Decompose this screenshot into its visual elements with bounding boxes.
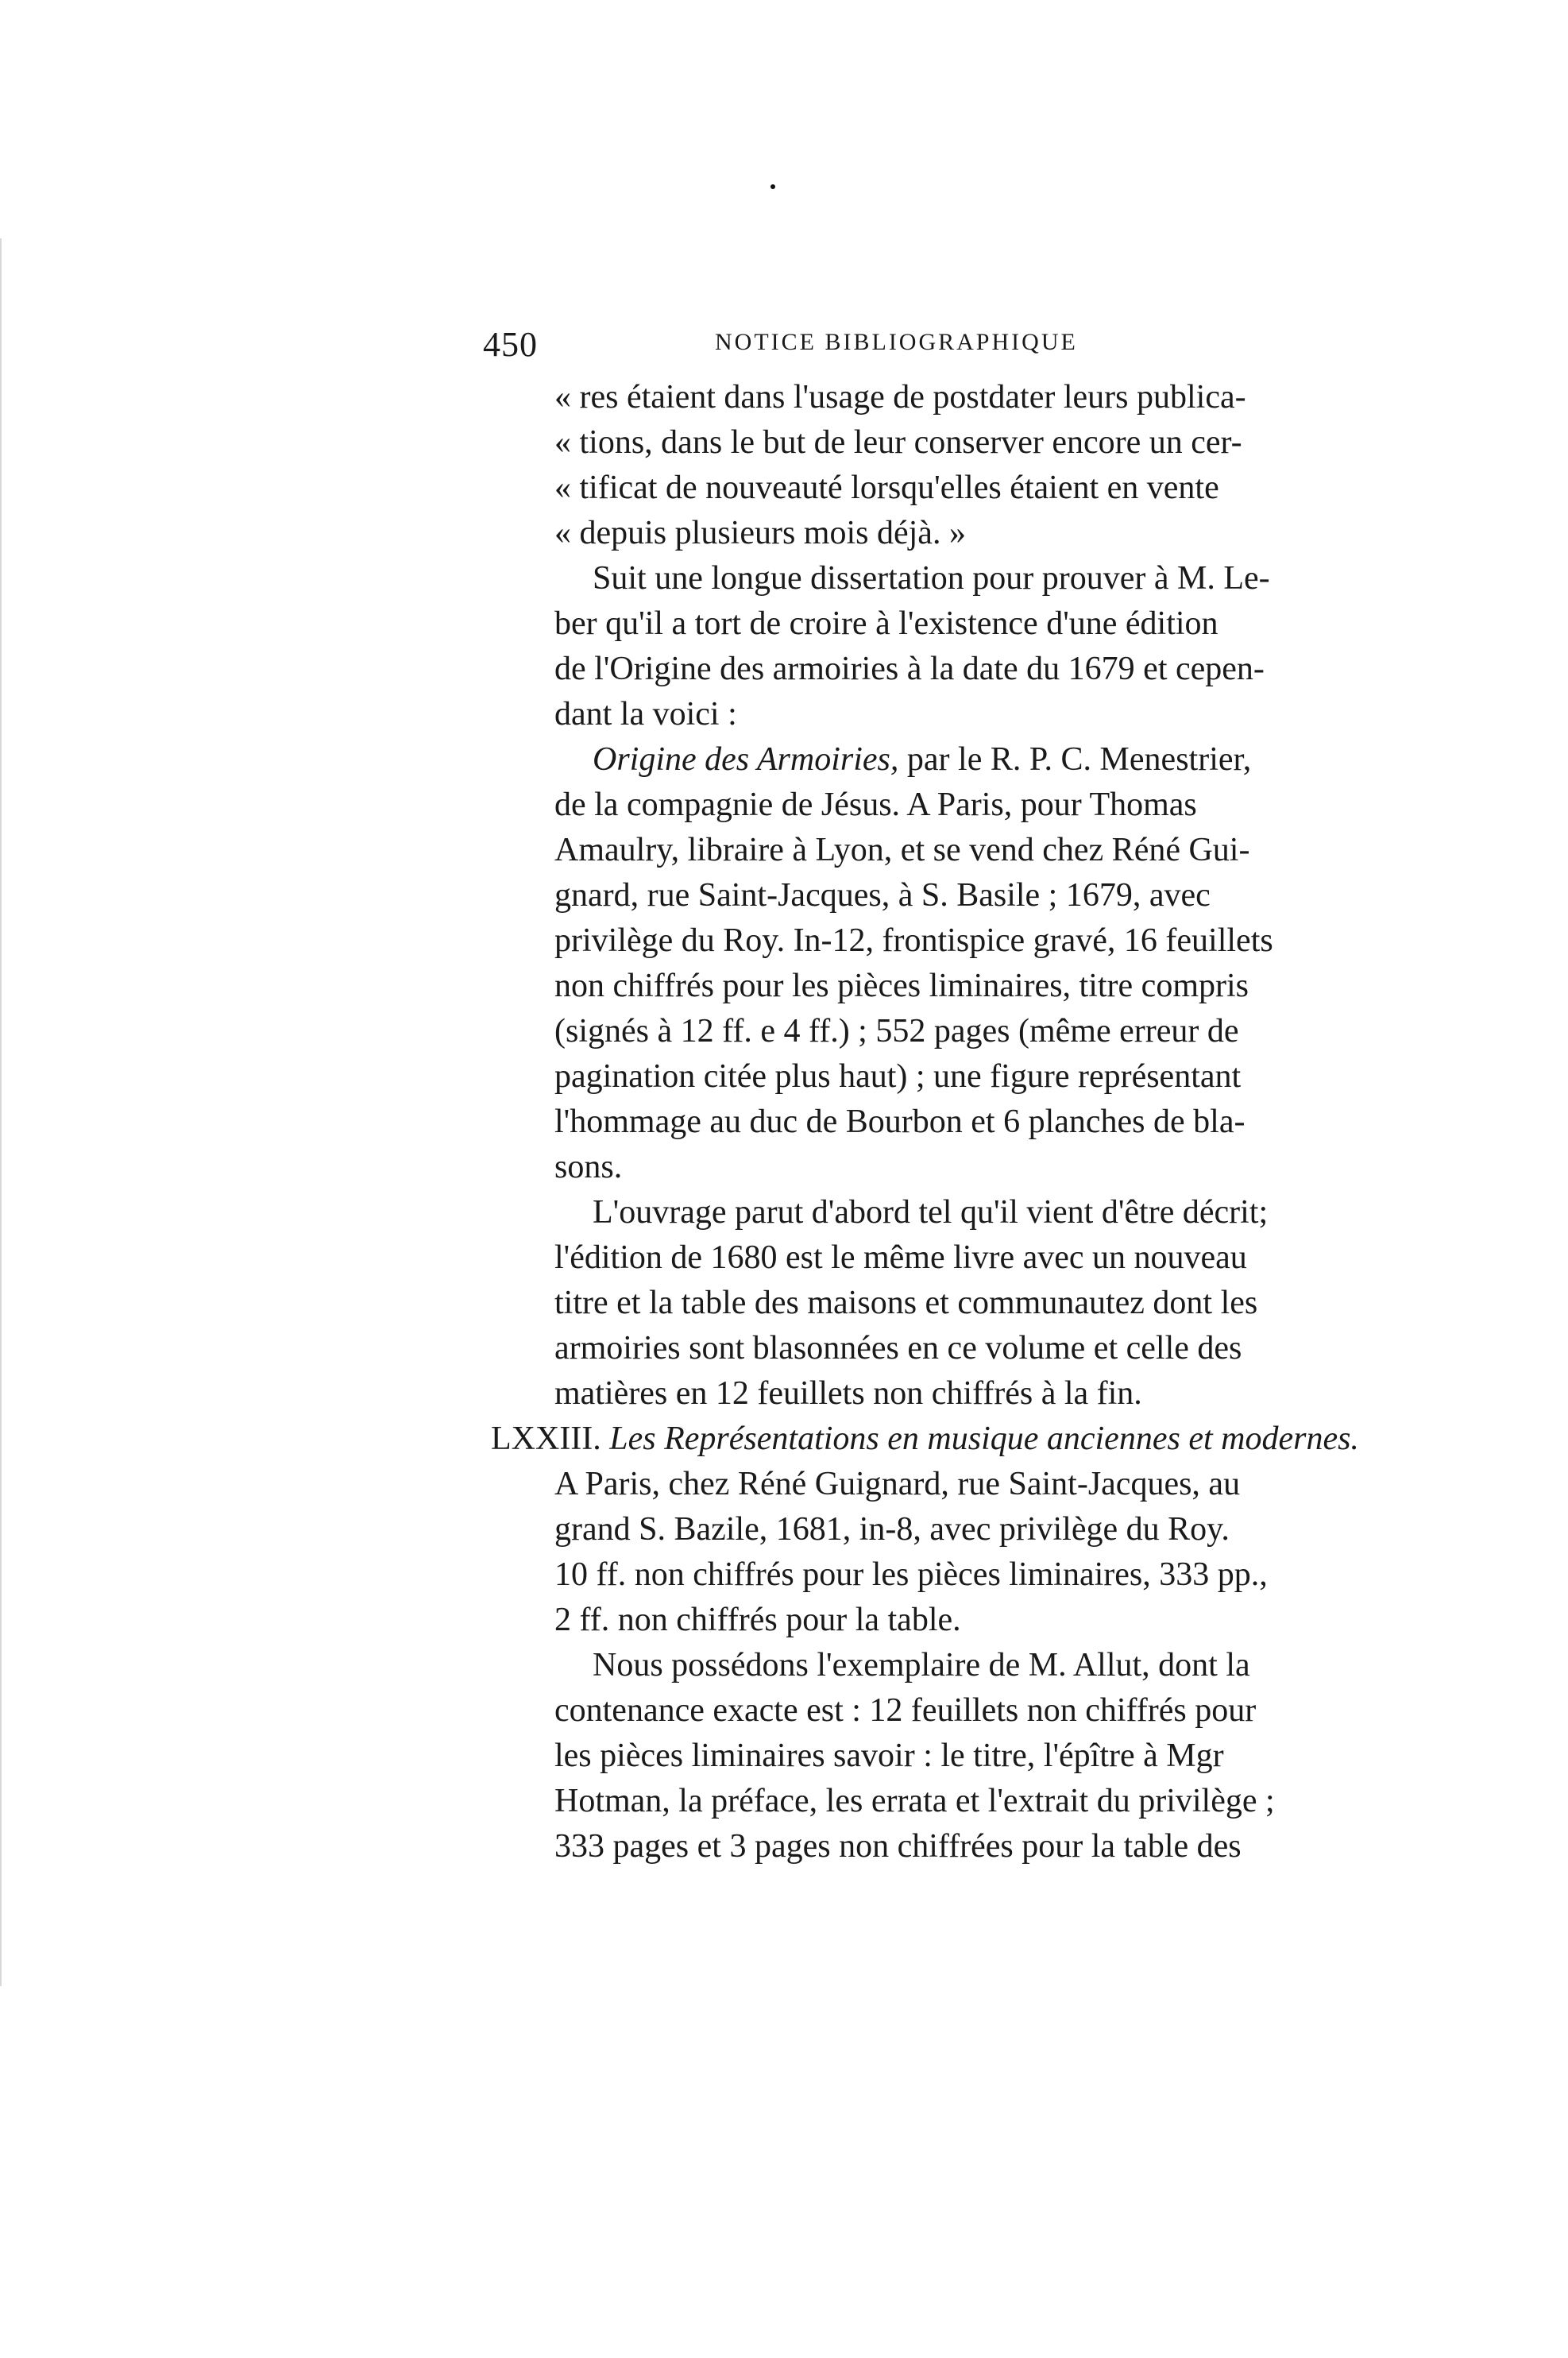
page-number: 450 [483,325,538,364]
text-fragment: par le R. P. C. Menestrier, [898,741,1252,778]
text-line: armoiries sont blasonnées en ce volume et celle des [554,1330,1242,1366]
running-head: NOTICE BIBLIOGRAPHIQUE [715,329,1078,355]
text-line: les pièces liminaires savoir : le titre, l'épître à Mgr [554,1738,1224,1774]
text-line: l'édition de 1680 est le même livre avec un nouveau [554,1239,1247,1276]
ink-dot [770,184,775,189]
text-line: « tificat de nouveauté lorsqu'elles étaient en vente [554,470,1219,506]
scan-edge-mark [0,238,2,1986]
text-line: privilège du Roy. In-12, frontispice gravé, 16 feuillets [554,922,1273,959]
text-line: 2 ff. non chiffrés pour la table. [554,1602,961,1638]
text-line: non chiffrés pour les pièces liminaires, titre compris [554,968,1249,1004]
text-line: « res étaient dans l'usage de postdater leurs publica- [554,379,1246,416]
text-line: Suit une longue dissertation pour prouver à M. Le- [593,560,1270,597]
text-line: Hotman, la préface, les errata et l'extrait du privilège ; [554,1783,1275,1819]
text-line: « tions, dans le but de leur conserver encore un cer- [554,424,1242,461]
text-line: de l'Origine des armoiries à la date du 1679 et cepen- [554,651,1265,687]
text-line: matières en 12 feuillets non chiffrés à la fin. [554,1375,1142,1412]
text-line: l'hommage au duc de Bourbon et 6 planches de bla- [554,1104,1246,1140]
text-line-origine [554,737,1333,783]
text-line: ber qu'il a tort de croire à l'existence d'une édition [554,605,1218,642]
text-line: titre et la table des maisons et communautez dont les [554,1285,1258,1321]
text-line: A Paris, chez Réné Guignard, rue Saint-Jacques, au [554,1466,1241,1502]
text-line: 10 ff. non chiffrés pour les pièces liminaires, 333 pp., [554,1556,1268,1593]
text-line: sons. [554,1149,623,1185]
text-line: Nous possédons l'exemplaire de M. Allut, dont la [593,1647,1250,1683]
text-line: (signés à 12 ff. e 4 ff.) ; 552 pages (même erreur de [554,1013,1239,1050]
entry-heading [491,1417,1359,1462]
book-title-origine: Origine des Armoiries, [593,741,899,778]
text-line: L'ouvrage parut d'abord tel qu'il vient d'être décrit; [593,1194,1269,1231]
entry-title: Les Représentations en musique anciennes et modernes. [609,1421,1359,1457]
text-line: Amaulry, libraire à Lyon, et se vend chez Réné Gui- [554,832,1250,868]
text-line: 333 pages et 3 pages non chiffrées pour la table des [554,1828,1242,1865]
text-line: gnard, rue Saint-Jacques, à S. Basile ; 1679, avec [554,877,1211,914]
text-line: de la compagnie de Jésus. A Paris, pour Thomas [554,787,1197,823]
page-header [483,324,1325,372]
body-text [491,375,1359,1869]
text-line: grand S. Bazile, 1681, in-8, avec privilège du Roy. [554,1511,1230,1548]
entry-number: LXXIII. [491,1421,601,1457]
text-line: pagination citée plus haut) ; une figure représentant [554,1058,1242,1095]
text-line: dant la voici : [554,696,737,733]
text-line: contenance exacte est : 12 feuillets non chiffrés pour [554,1692,1257,1729]
text-line: « depuis plusieurs mois déjà. » [554,515,966,551]
